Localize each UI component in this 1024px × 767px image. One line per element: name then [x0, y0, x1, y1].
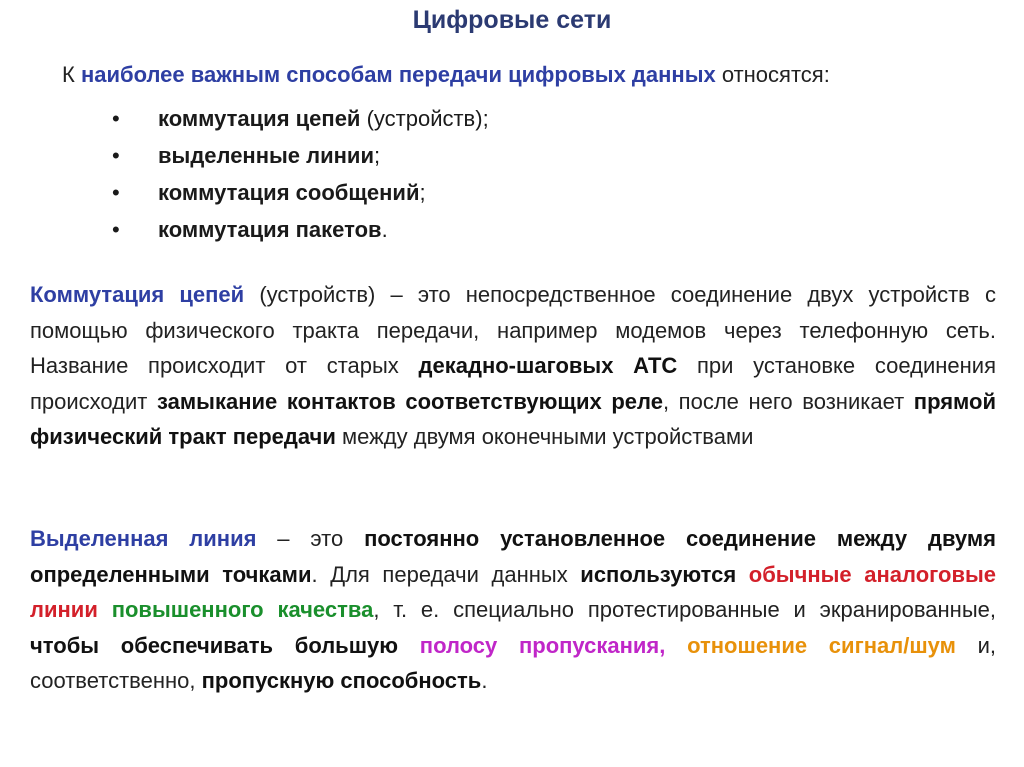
magenta-highlight: полосу пропускания, — [419, 632, 666, 658]
text-run: , т. е. специально протестированные и экранированные, — [373, 597, 996, 622]
bullet-marker: • — [112, 180, 120, 205]
term-leased-line: Выделенная линия — [30, 526, 257, 551]
list-item-rest: . — [381, 217, 388, 242]
text-run — [736, 562, 749, 587]
list-item — [112, 100, 489, 137]
bold-run: декадно-шаговых АТС — [418, 353, 678, 378]
list-item-bold: выделенные линии — [158, 143, 374, 168]
list-item-bold: коммутация сообщений — [158, 180, 420, 205]
bullet-marker: • — [112, 217, 120, 242]
text-run — [665, 633, 687, 658]
green-highlight: повышенного качества — [111, 597, 374, 622]
intro-highlight: наиболее важным способам передачи цифровых данных — [80, 62, 716, 87]
list-item-bold: коммутация пакетов — [158, 217, 382, 242]
text-run: , после него возникает — [662, 388, 914, 414]
term-circuit-switching: Коммутация цепей — [30, 282, 245, 307]
text-run — [98, 597, 112, 622]
text-run: (устройств) – это непосредственное соединение двух устройств с помощью физического тракта передачи, например модемов через телефонную сеть. Название происходит от старых — [30, 282, 997, 378]
list-item — [112, 174, 489, 211]
list-item-rest: ; — [373, 143, 381, 168]
bold-run: замыкание контактов соответствующих реле — [157, 388, 663, 414]
bold-run: используются — [580, 561, 737, 587]
slide-title: Цифровые сети — [412, 6, 612, 34]
text-run: и, соответственно, — [30, 632, 997, 693]
red-highlight: обычные аналоговые линии — [30, 561, 997, 622]
bold-run: пропускную способность — [201, 668, 482, 693]
bold-run: прямой физический тракт передачи — [30, 388, 997, 449]
intro-prefix: К — [62, 62, 81, 87]
list-item — [112, 137, 489, 174]
text-run — [398, 633, 420, 658]
orange-highlight: отношение сигнал/шум — [687, 632, 956, 658]
bold-run: постоянно установленное соединение между двумя определенными точками — [30, 526, 996, 587]
bold-run: чтобы обеспечивать большую — [30, 632, 399, 658]
methods-list — [112, 100, 489, 248]
text-run: при установке соединения происходит — [30, 353, 996, 414]
bullet-marker: • — [112, 143, 120, 168]
text-run: . Для передачи данных — [311, 561, 581, 587]
text-run: . — [481, 668, 488, 693]
text-run: между двумя оконечными устройствами — [335, 424, 754, 449]
leased-line-paragraph — [30, 521, 996, 699]
circuit-switching-paragraph — [30, 277, 996, 455]
bullet-marker: • — [112, 106, 120, 131]
list-item-bold: коммутация цепей — [158, 106, 361, 131]
list-item-rest: ; — [419, 180, 426, 205]
text-run: – это — [256, 526, 365, 551]
intro-suffix: относятся: — [715, 62, 830, 87]
list-item-rest: (устройств); — [360, 106, 489, 131]
intro-line — [62, 62, 830, 88]
list-item — [112, 211, 489, 248]
